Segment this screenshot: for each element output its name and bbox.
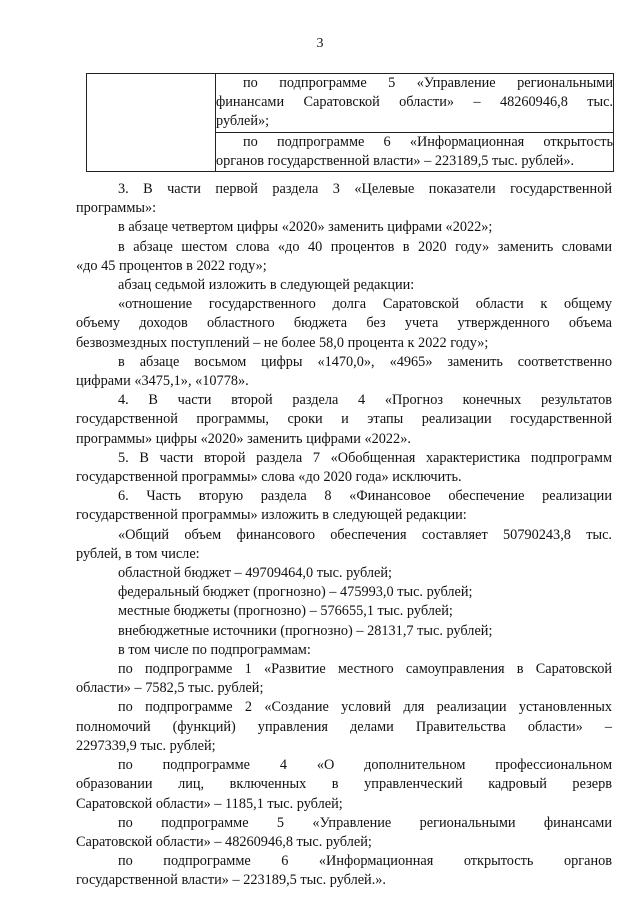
paragraph xyxy=(76,698,612,756)
paragraph xyxy=(76,641,612,660)
text-line: по подпрограмме 1 «Развитие местного самоуправления в Саратовской xyxy=(118,661,612,678)
table-cell-subprogram-6 xyxy=(216,132,614,171)
paragraph xyxy=(76,238,612,276)
paragraph xyxy=(76,622,612,641)
text-line: Саратовской области» – 48260946,8 тыс. рублей; xyxy=(76,833,372,850)
table-cell-line: по подпрограмме 6 «Информационная открытость xyxy=(243,133,613,150)
continuation-table xyxy=(86,73,614,172)
text-line: внебюджетные источники (прогнозно) – 28131,7 тыс. рублей; xyxy=(118,622,493,639)
text-line: в абзаце восьмом цифры «1470,0», «4965» заменить соответственно xyxy=(118,353,612,370)
text-line: «до 45 процентов в 2022 году»; xyxy=(76,257,267,274)
paragraph xyxy=(76,449,612,487)
text-line: абзац седьмой изложить в следующей редакции: xyxy=(118,277,415,294)
text-line: государственной программы» слова «до 2020 года» исключить. xyxy=(76,469,462,486)
text-line: рублей, в том числе: xyxy=(76,545,200,562)
paragraph xyxy=(76,353,612,391)
paragraph xyxy=(76,564,612,583)
text-line: местные бюджеты (прогнозно) – 576655,1 тыс. рублей; xyxy=(118,603,453,620)
text-line: программы»: xyxy=(76,200,157,217)
paragraph xyxy=(76,391,612,449)
text-line: Саратовской области» – 1185,1 тыс. рублей; xyxy=(76,795,343,812)
text-line: образовании лиц, включенных в управленческий кадровый резерв xyxy=(76,776,612,793)
text-line: 4. В части второй раздела 4 «Прогноз конечных результатов xyxy=(118,392,612,409)
paragraph xyxy=(76,295,612,353)
paragraph xyxy=(76,756,612,814)
paragraph xyxy=(76,660,612,698)
text-line: 5. В части второй раздела 7 «Обобщенная характеристика подпрограмм xyxy=(118,449,612,466)
page-number: 3 xyxy=(316,36,324,51)
text-line: объему доходов областного бюджета без учета утвержденного объема xyxy=(76,315,612,332)
text-line: в абзаце четвертом цифры «2020» заменить цифрами «2022»; xyxy=(118,219,493,236)
text-line: 3. В части первой раздела 3 «Целевые показатели государственной xyxy=(118,181,612,197)
paragraph xyxy=(76,602,612,621)
table-cell-line: органов государственной власти» – 223189,5 тыс. рублей». xyxy=(216,152,575,169)
text-line: по подпрограмме 5 «Управление региональными финансами xyxy=(118,814,612,831)
paragraph xyxy=(76,852,612,890)
text-line: цифрами «3475,1», «10778». xyxy=(76,373,249,390)
table-row xyxy=(87,74,614,133)
text-line: 2297339,9 тыс. рублей; xyxy=(76,737,216,754)
text-line: 6. Часть вторую раздела 8 «Финансовое обеспечение реализации xyxy=(118,488,612,505)
document-body xyxy=(76,180,612,891)
text-line: по подпрограмме 2 «Создание условий для реализации установленных xyxy=(118,699,612,716)
text-line: по подпрограмме 4 «О дополнительном профессиональном xyxy=(118,757,612,774)
text-line: государственной программы, сроки и этапы реализации государственной xyxy=(76,411,612,428)
paragraph xyxy=(76,526,612,564)
table-cell-line: по подпрограмме 5 «Управление региональными xyxy=(243,75,613,91)
paragraph xyxy=(76,218,612,237)
table-cell-line: рублей»; xyxy=(216,113,270,130)
paragraph xyxy=(76,276,612,295)
text-line: в абзаце шестом слова «до 40 процентов в 2020 году» заменить словами xyxy=(118,238,612,255)
paragraph xyxy=(76,814,612,852)
text-line: «Общий объем финансового обеспечения составляет 50790243,8 тыс. xyxy=(118,526,612,543)
paragraph xyxy=(76,180,612,218)
text-line: областной бюджет – 49709464,0 тыс. рублей; xyxy=(118,565,393,582)
text-line: государственной власти» – 223189,5 тыс. рублей.». xyxy=(76,872,387,889)
table-cell-line: финансами Саратовской области» – 48260946,8 тыс. xyxy=(216,94,613,111)
text-line: в том числе по подпрограммам: xyxy=(118,641,311,658)
table-cell-empty xyxy=(87,74,216,172)
text-line: области» – 7582,5 тыс. рублей; xyxy=(76,680,264,697)
paragraph xyxy=(76,583,612,602)
text-line: по подпрограмме 6 «Информационная открытость органов xyxy=(118,853,612,870)
text-line: «отношение государственного долга Саратовской области к общему xyxy=(118,296,612,313)
text-line: безвозмездных поступлений – не более 58,0 процента к 2022 году»; xyxy=(76,334,489,351)
table-cell-subprogram-5 xyxy=(216,74,614,133)
text-line: федеральный бюджет (прогнозно) – 475993,0 тыс. рублей; xyxy=(118,584,473,601)
paragraph xyxy=(76,487,612,525)
text-line: полномочий (функций) управления делами Правительства области» – xyxy=(76,718,612,735)
text-line: государственной программы» изложить в следующей редакции: xyxy=(76,507,467,524)
text-line: программы» цифры «2020» заменить цифрами «2022». xyxy=(76,430,411,447)
